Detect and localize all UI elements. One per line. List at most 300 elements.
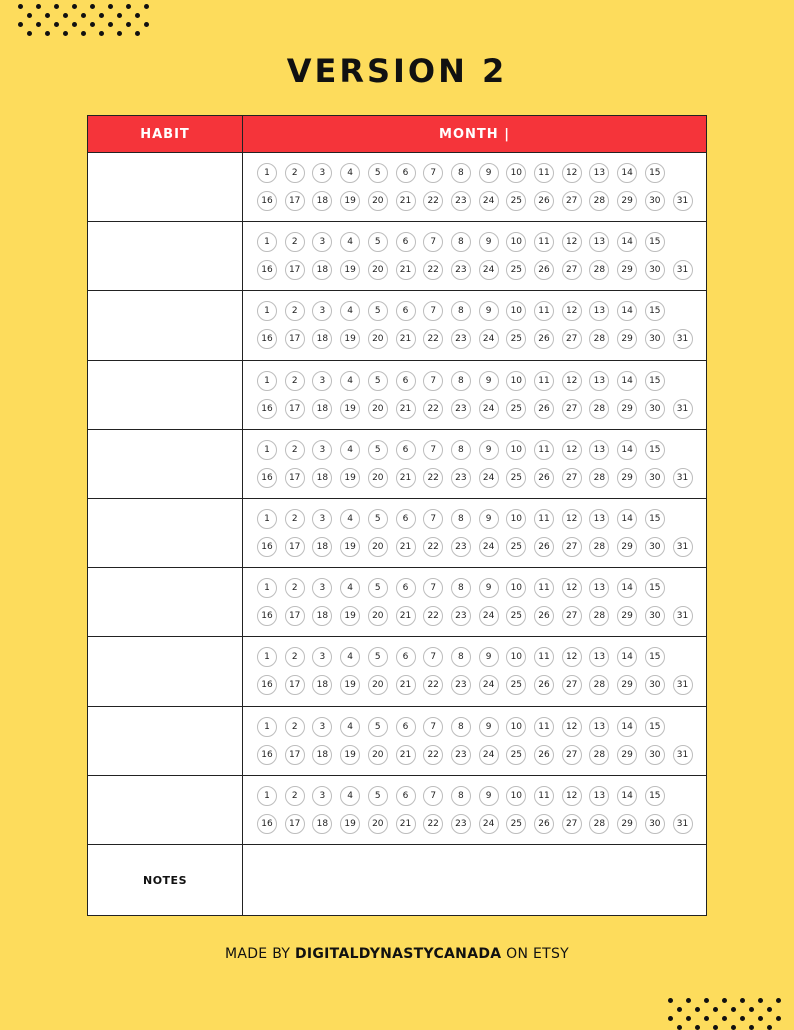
day-bubble[interactable]: 10 [506, 509, 526, 529]
day-bubble[interactable]: 5 [368, 717, 388, 737]
day-bubble[interactable]: 16 [257, 399, 277, 419]
day-bubble[interactable]: 22 [423, 606, 443, 626]
day-bubble[interactable]: 8 [451, 717, 471, 737]
day-bubble[interactable]: 20 [368, 745, 388, 765]
day-bubble[interactable]: 16 [257, 191, 277, 211]
day-bubble[interactable]: 4 [340, 232, 360, 252]
day-bubble[interactable]: 3 [312, 371, 332, 391]
day-bubble[interactable]: 12 [562, 232, 582, 252]
day-bubble[interactable]: 5 [368, 301, 388, 321]
day-bubble[interactable]: 20 [368, 468, 388, 488]
day-bubble[interactable]: 11 [534, 786, 554, 806]
day-bubble[interactable]: 7 [423, 647, 443, 667]
day-bubble[interactable]: 12 [562, 440, 582, 460]
day-bubble[interactable]: 30 [645, 260, 665, 280]
day-bubble[interactable]: 27 [562, 606, 582, 626]
day-bubble[interactable]: 29 [617, 606, 637, 626]
day-bubble[interactable]: 29 [617, 814, 637, 834]
day-bubble[interactable]: 8 [451, 301, 471, 321]
day-bubble[interactable]: 11 [534, 717, 554, 737]
day-bubble[interactable]: 12 [562, 163, 582, 183]
day-bubble[interactable]: 28 [589, 537, 609, 557]
day-bubble[interactable]: 13 [589, 440, 609, 460]
day-bubble[interactable]: 7 [423, 371, 443, 391]
day-bubble[interactable]: 11 [534, 232, 554, 252]
day-bubble[interactable]: 12 [562, 301, 582, 321]
day-bubble[interactable]: 24 [479, 191, 499, 211]
day-bubble[interactable]: 26 [534, 191, 554, 211]
day-bubble[interactable]: 11 [534, 163, 554, 183]
day-bubble[interactable]: 23 [451, 537, 471, 557]
day-bubble[interactable]: 10 [506, 163, 526, 183]
day-bubble[interactable]: 2 [285, 301, 305, 321]
day-bubble[interactable]: 14 [617, 371, 637, 391]
day-bubble[interactable]: 12 [562, 717, 582, 737]
day-bubble[interactable]: 27 [562, 399, 582, 419]
day-bubble[interactable]: 21 [396, 260, 416, 280]
day-bubble[interactable]: 9 [479, 717, 499, 737]
day-bubble[interactable]: 29 [617, 329, 637, 349]
day-bubble[interactable]: 31 [673, 814, 693, 834]
day-bubble[interactable]: 9 [479, 301, 499, 321]
day-bubble[interactable]: 30 [645, 606, 665, 626]
day-bubble[interactable]: 29 [617, 745, 637, 765]
day-bubble[interactable]: 15 [645, 647, 665, 667]
day-bubble[interactable]: 31 [673, 606, 693, 626]
day-bubble[interactable]: 24 [479, 260, 499, 280]
day-bubble[interactable]: 5 [368, 371, 388, 391]
day-bubble[interactable]: 25 [506, 399, 526, 419]
day-bubble[interactable]: 1 [257, 232, 277, 252]
day-bubble[interactable]: 21 [396, 814, 416, 834]
day-bubble[interactable]: 11 [534, 509, 554, 529]
day-bubble[interactable]: 18 [312, 675, 332, 695]
day-bubble[interactable]: 2 [285, 440, 305, 460]
day-bubble[interactable]: 28 [589, 814, 609, 834]
day-bubble[interactable]: 25 [506, 468, 526, 488]
day-bubble[interactable]: 8 [451, 232, 471, 252]
day-bubble[interactable]: 22 [423, 191, 443, 211]
day-bubble[interactable]: 24 [479, 745, 499, 765]
day-bubble[interactable]: 13 [589, 578, 609, 598]
day-bubble[interactable]: 31 [673, 260, 693, 280]
day-bubble[interactable]: 19 [340, 606, 360, 626]
day-bubble[interactable]: 11 [534, 301, 554, 321]
day-bubble[interactable]: 23 [451, 606, 471, 626]
day-bubble[interactable]: 14 [617, 647, 637, 667]
day-bubble[interactable]: 22 [423, 537, 443, 557]
day-bubble[interactable]: 13 [589, 163, 609, 183]
day-bubble[interactable]: 19 [340, 814, 360, 834]
day-bubble[interactable]: 29 [617, 537, 637, 557]
day-bubble[interactable]: 5 [368, 509, 388, 529]
day-bubble[interactable]: 24 [479, 814, 499, 834]
day-bubble[interactable]: 15 [645, 509, 665, 529]
day-bubble[interactable]: 6 [396, 717, 416, 737]
day-bubble[interactable]: 30 [645, 329, 665, 349]
day-bubble[interactable]: 2 [285, 717, 305, 737]
day-bubble[interactable]: 1 [257, 509, 277, 529]
day-bubble[interactable]: 25 [506, 537, 526, 557]
day-bubble[interactable]: 27 [562, 329, 582, 349]
day-bubble[interactable]: 31 [673, 399, 693, 419]
day-bubble[interactable]: 8 [451, 163, 471, 183]
day-bubble[interactable]: 9 [479, 647, 499, 667]
day-bubble[interactable]: 21 [396, 399, 416, 419]
day-bubble[interactable]: 3 [312, 786, 332, 806]
day-bubble[interactable]: 2 [285, 509, 305, 529]
day-bubble[interactable]: 8 [451, 647, 471, 667]
day-bubble[interactable]: 16 [257, 537, 277, 557]
day-bubble[interactable]: 26 [534, 260, 554, 280]
day-bubble[interactable]: 14 [617, 301, 637, 321]
day-bubble[interactable]: 18 [312, 468, 332, 488]
day-bubble[interactable]: 5 [368, 647, 388, 667]
day-bubble[interactable]: 13 [589, 232, 609, 252]
day-bubble[interactable]: 8 [451, 509, 471, 529]
day-bubble[interactable]: 24 [479, 329, 499, 349]
day-bubble[interactable]: 7 [423, 717, 443, 737]
day-bubble[interactable]: 20 [368, 537, 388, 557]
day-bubble[interactable]: 24 [479, 399, 499, 419]
day-bubble[interactable]: 10 [506, 232, 526, 252]
day-bubble[interactable]: 9 [479, 509, 499, 529]
day-bubble[interactable]: 9 [479, 786, 499, 806]
day-bubble[interactable]: 23 [451, 675, 471, 695]
day-bubble[interactable]: 15 [645, 717, 665, 737]
day-bubble[interactable]: 17 [285, 814, 305, 834]
day-bubble[interactable]: 4 [340, 440, 360, 460]
day-bubble[interactable]: 1 [257, 717, 277, 737]
day-bubble[interactable]: 17 [285, 675, 305, 695]
day-bubble[interactable]: 8 [451, 371, 471, 391]
day-bubble[interactable]: 6 [396, 232, 416, 252]
day-bubble[interactable]: 23 [451, 191, 471, 211]
day-bubble[interactable]: 2 [285, 786, 305, 806]
day-bubble[interactable]: 1 [257, 371, 277, 391]
day-bubble[interactable]: 25 [506, 606, 526, 626]
day-bubble[interactable]: 17 [285, 329, 305, 349]
day-bubble[interactable]: 19 [340, 260, 360, 280]
day-bubble[interactable]: 9 [479, 232, 499, 252]
day-bubble[interactable]: 23 [451, 260, 471, 280]
day-bubble[interactable]: 5 [368, 163, 388, 183]
day-bubble[interactable]: 22 [423, 745, 443, 765]
day-bubble[interactable]: 19 [340, 399, 360, 419]
habit-name-cell[interactable] [88, 290, 242, 359]
day-bubble[interactable]: 3 [312, 647, 332, 667]
day-bubble[interactable]: 6 [396, 786, 416, 806]
day-bubble[interactable]: 7 [423, 163, 443, 183]
day-bubble[interactable]: 26 [534, 468, 554, 488]
day-bubble[interactable]: 26 [534, 329, 554, 349]
day-bubble[interactable]: 21 [396, 537, 416, 557]
day-bubble[interactable]: 21 [396, 468, 416, 488]
day-bubble[interactable]: 8 [451, 786, 471, 806]
day-bubble[interactable]: 3 [312, 440, 332, 460]
day-bubble[interactable]: 5 [368, 440, 388, 460]
habit-name-cell[interactable] [88, 360, 242, 429]
habit-name-cell[interactable] [88, 429, 242, 498]
day-bubble[interactable]: 28 [589, 606, 609, 626]
day-bubble[interactable]: 23 [451, 468, 471, 488]
day-bubble[interactable]: 23 [451, 329, 471, 349]
day-bubble[interactable]: 14 [617, 509, 637, 529]
day-bubble[interactable]: 20 [368, 675, 388, 695]
day-bubble[interactable]: 11 [534, 647, 554, 667]
day-bubble[interactable]: 9 [479, 371, 499, 391]
day-bubble[interactable]: 28 [589, 675, 609, 695]
day-bubble[interactable]: 16 [257, 745, 277, 765]
day-bubble[interactable]: 2 [285, 232, 305, 252]
day-bubble[interactable]: 18 [312, 606, 332, 626]
habit-name-cell[interactable] [88, 498, 242, 567]
day-bubble[interactable]: 15 [645, 578, 665, 598]
day-bubble[interactable]: 6 [396, 163, 416, 183]
day-bubble[interactable]: 5 [368, 786, 388, 806]
habit-name-cell[interactable] [88, 706, 242, 775]
day-bubble[interactable]: 4 [340, 371, 360, 391]
day-bubble[interactable]: 2 [285, 371, 305, 391]
day-bubble[interactable]: 27 [562, 191, 582, 211]
day-bubble[interactable]: 29 [617, 191, 637, 211]
day-bubble[interactable]: 27 [562, 814, 582, 834]
habit-name-cell[interactable] [88, 775, 242, 844]
day-bubble[interactable]: 30 [645, 191, 665, 211]
day-bubble[interactable]: 6 [396, 647, 416, 667]
day-bubble[interactable]: 17 [285, 468, 305, 488]
day-bubble[interactable]: 29 [617, 399, 637, 419]
day-bubble[interactable]: 23 [451, 814, 471, 834]
day-bubble[interactable]: 3 [312, 717, 332, 737]
day-bubble[interactable]: 10 [506, 371, 526, 391]
day-bubble[interactable]: 6 [396, 578, 416, 598]
day-bubble[interactable]: 22 [423, 260, 443, 280]
day-bubble[interactable]: 4 [340, 578, 360, 598]
day-bubble[interactable]: 13 [589, 786, 609, 806]
day-bubble[interactable]: 18 [312, 260, 332, 280]
day-bubble[interactable]: 13 [589, 301, 609, 321]
day-bubble[interactable]: 16 [257, 260, 277, 280]
day-bubble[interactable]: 21 [396, 191, 416, 211]
day-bubble[interactable]: 31 [673, 745, 693, 765]
day-bubble[interactable]: 14 [617, 440, 637, 460]
day-bubble[interactable]: 31 [673, 537, 693, 557]
day-bubble[interactable]: 9 [479, 578, 499, 598]
day-bubble[interactable]: 28 [589, 468, 609, 488]
day-bubble[interactable]: 17 [285, 537, 305, 557]
day-bubble[interactable]: 1 [257, 578, 277, 598]
day-bubble[interactable]: 31 [673, 675, 693, 695]
day-bubble[interactable]: 16 [257, 329, 277, 349]
day-bubble[interactable]: 30 [645, 814, 665, 834]
day-bubble[interactable]: 4 [340, 301, 360, 321]
day-bubble[interactable]: 14 [617, 163, 637, 183]
day-bubble[interactable]: 2 [285, 578, 305, 598]
day-bubble[interactable]: 20 [368, 606, 388, 626]
day-bubble[interactable]: 10 [506, 717, 526, 737]
day-bubble[interactable]: 28 [589, 329, 609, 349]
day-bubble[interactable]: 27 [562, 468, 582, 488]
day-bubble[interactable]: 30 [645, 745, 665, 765]
day-bubble[interactable]: 4 [340, 509, 360, 529]
day-bubble[interactable]: 1 [257, 647, 277, 667]
day-bubble[interactable]: 26 [534, 399, 554, 419]
day-bubble[interactable]: 16 [257, 468, 277, 488]
day-bubble[interactable]: 25 [506, 260, 526, 280]
day-bubble[interactable]: 8 [451, 440, 471, 460]
day-bubble[interactable]: 12 [562, 578, 582, 598]
day-bubble[interactable]: 7 [423, 578, 443, 598]
day-bubble[interactable]: 20 [368, 814, 388, 834]
day-bubble[interactable]: 2 [285, 647, 305, 667]
day-bubble[interactable]: 22 [423, 468, 443, 488]
day-bubble[interactable]: 3 [312, 578, 332, 598]
day-bubble[interactable]: 4 [340, 647, 360, 667]
day-bubble[interactable]: 24 [479, 675, 499, 695]
day-bubble[interactable]: 5 [368, 232, 388, 252]
day-bubble[interactable]: 15 [645, 301, 665, 321]
day-bubble[interactable]: 26 [534, 745, 554, 765]
day-bubble[interactable]: 26 [534, 675, 554, 695]
day-bubble[interactable]: 17 [285, 399, 305, 419]
day-bubble[interactable]: 26 [534, 814, 554, 834]
day-bubble[interactable]: 6 [396, 440, 416, 460]
day-bubble[interactable]: 28 [589, 191, 609, 211]
day-bubble[interactable]: 6 [396, 301, 416, 321]
day-bubble[interactable]: 14 [617, 578, 637, 598]
day-bubble[interactable]: 15 [645, 163, 665, 183]
day-bubble[interactable]: 13 [589, 509, 609, 529]
day-bubble[interactable]: 22 [423, 329, 443, 349]
day-bubble[interactable]: 13 [589, 371, 609, 391]
day-bubble[interactable]: 16 [257, 606, 277, 626]
day-bubble[interactable]: 13 [589, 717, 609, 737]
day-bubble[interactable]: 25 [506, 745, 526, 765]
day-bubble[interactable]: 16 [257, 814, 277, 834]
notes-area[interactable] [243, 844, 706, 916]
day-bubble[interactable]: 10 [506, 786, 526, 806]
day-bubble[interactable]: 19 [340, 675, 360, 695]
day-bubble[interactable]: 10 [506, 440, 526, 460]
day-bubble[interactable]: 10 [506, 647, 526, 667]
day-bubble[interactable]: 14 [617, 786, 637, 806]
day-bubble[interactable]: 17 [285, 191, 305, 211]
day-bubble[interactable]: 29 [617, 260, 637, 280]
day-bubble[interactable]: 1 [257, 163, 277, 183]
day-bubble[interactable]: 15 [645, 371, 665, 391]
day-bubble[interactable]: 6 [396, 371, 416, 391]
day-bubble[interactable]: 27 [562, 260, 582, 280]
day-bubble[interactable]: 19 [340, 537, 360, 557]
day-bubble[interactable]: 17 [285, 260, 305, 280]
day-bubble[interactable]: 30 [645, 675, 665, 695]
day-bubble[interactable]: 11 [534, 440, 554, 460]
day-bubble[interactable]: 20 [368, 260, 388, 280]
day-bubble[interactable]: 11 [534, 578, 554, 598]
day-bubble[interactable]: 4 [340, 786, 360, 806]
day-bubble[interactable]: 26 [534, 606, 554, 626]
day-bubble[interactable]: 18 [312, 814, 332, 834]
day-bubble[interactable]: 9 [479, 440, 499, 460]
day-bubble[interactable]: 8 [451, 578, 471, 598]
day-bubble[interactable]: 1 [257, 301, 277, 321]
day-bubble[interactable]: 3 [312, 163, 332, 183]
day-bubble[interactable]: 20 [368, 191, 388, 211]
day-bubble[interactable]: 28 [589, 399, 609, 419]
day-bubble[interactable]: 30 [645, 399, 665, 419]
day-bubble[interactable]: 28 [589, 745, 609, 765]
day-bubble[interactable]: 25 [506, 814, 526, 834]
day-bubble[interactable]: 3 [312, 232, 332, 252]
day-bubble[interactable]: 7 [423, 786, 443, 806]
day-bubble[interactable]: 30 [645, 468, 665, 488]
day-bubble[interactable]: 29 [617, 468, 637, 488]
day-bubble[interactable]: 10 [506, 301, 526, 321]
day-bubble[interactable]: 25 [506, 675, 526, 695]
day-bubble[interactable]: 18 [312, 537, 332, 557]
day-bubble[interactable]: 21 [396, 745, 416, 765]
day-bubble[interactable]: 18 [312, 191, 332, 211]
day-bubble[interactable]: 1 [257, 440, 277, 460]
day-bubble[interactable]: 26 [534, 537, 554, 557]
day-bubble[interactable]: 15 [645, 232, 665, 252]
day-bubble[interactable]: 29 [617, 675, 637, 695]
day-bubble[interactable]: 6 [396, 509, 416, 529]
day-bubble[interactable]: 20 [368, 399, 388, 419]
day-bubble[interactable]: 25 [506, 191, 526, 211]
day-bubble[interactable]: 23 [451, 745, 471, 765]
day-bubble[interactable]: 21 [396, 675, 416, 695]
day-bubble[interactable]: 7 [423, 440, 443, 460]
day-bubble[interactable]: 25 [506, 329, 526, 349]
day-bubble[interactable]: 11 [534, 371, 554, 391]
day-bubble[interactable]: 27 [562, 745, 582, 765]
day-bubble[interactable]: 15 [645, 440, 665, 460]
day-bubble[interactable]: 3 [312, 509, 332, 529]
habit-name-cell[interactable] [88, 152, 242, 221]
day-bubble[interactable]: 16 [257, 675, 277, 695]
day-bubble[interactable]: 12 [562, 647, 582, 667]
day-bubble[interactable]: 3 [312, 301, 332, 321]
day-bubble[interactable]: 24 [479, 468, 499, 488]
day-bubble[interactable]: 19 [340, 329, 360, 349]
day-bubble[interactable]: 19 [340, 745, 360, 765]
habit-name-cell[interactable] [88, 221, 242, 290]
habit-name-cell[interactable] [88, 567, 242, 636]
day-bubble[interactable]: 27 [562, 537, 582, 557]
day-bubble[interactable]: 19 [340, 191, 360, 211]
day-bubble[interactable]: 24 [479, 537, 499, 557]
day-bubble[interactable]: 12 [562, 509, 582, 529]
day-bubble[interactable]: 22 [423, 399, 443, 419]
day-bubble[interactable]: 28 [589, 260, 609, 280]
day-bubble[interactable]: 20 [368, 329, 388, 349]
day-bubble[interactable]: 31 [673, 468, 693, 488]
day-bubble[interactable]: 23 [451, 399, 471, 419]
day-bubble[interactable]: 7 [423, 232, 443, 252]
day-bubble[interactable]: 14 [617, 717, 637, 737]
day-bubble[interactable]: 14 [617, 232, 637, 252]
day-bubble[interactable]: 22 [423, 675, 443, 695]
day-bubble[interactable]: 22 [423, 814, 443, 834]
day-bubble[interactable]: 31 [673, 329, 693, 349]
habit-name-cell[interactable] [88, 636, 242, 705]
day-bubble[interactable]: 10 [506, 578, 526, 598]
day-bubble[interactable]: 17 [285, 606, 305, 626]
day-bubble[interactable]: 2 [285, 163, 305, 183]
day-bubble[interactable]: 18 [312, 745, 332, 765]
